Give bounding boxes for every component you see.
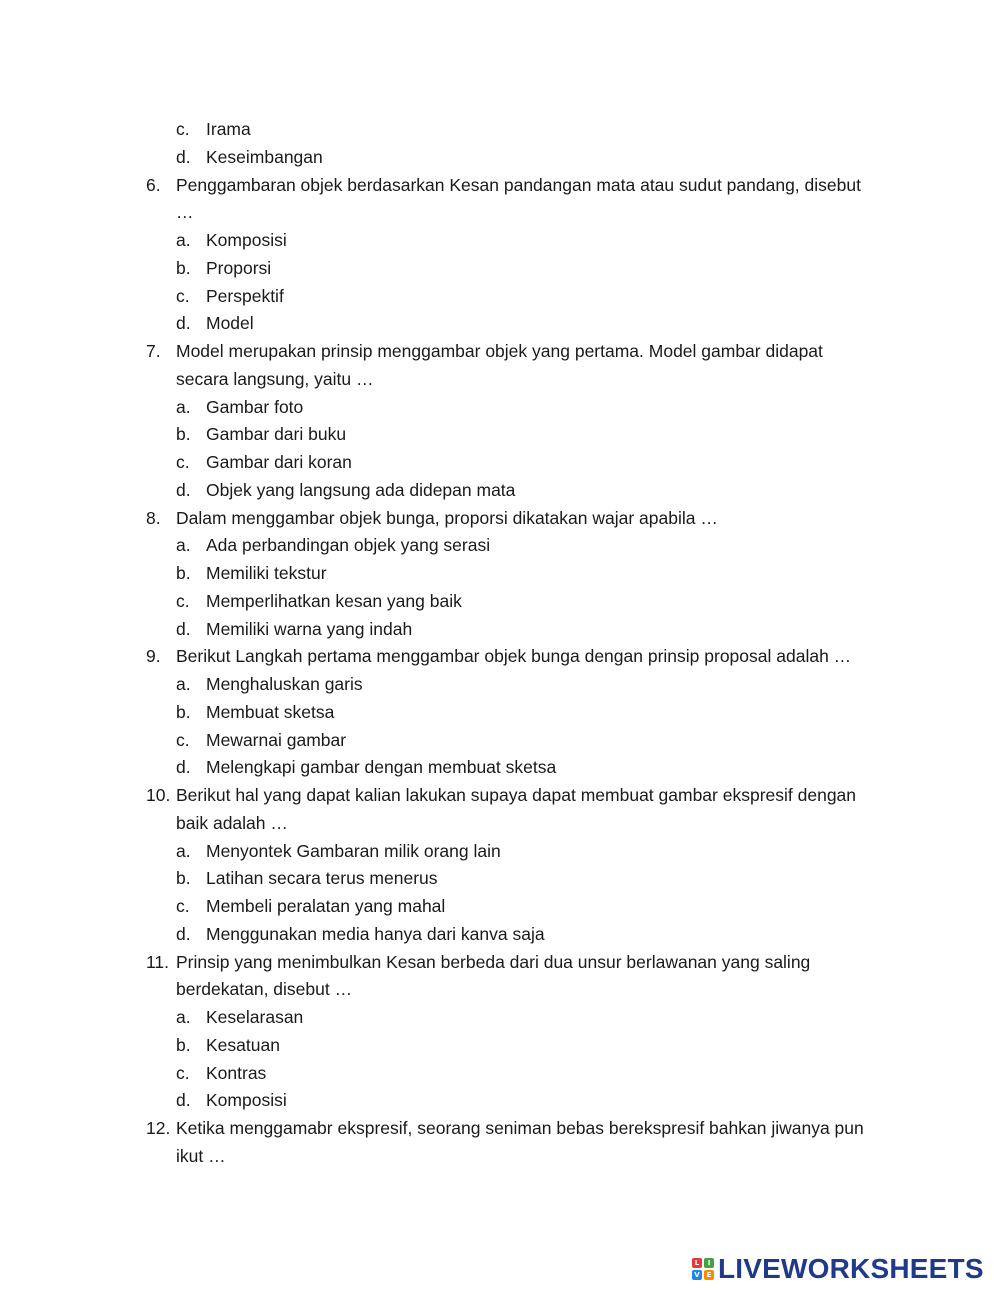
question-text: berdekatan, disebut … (176, 979, 353, 1000)
question-text: Berikut hal yang dapat kalian lakukan supaya dapat membuat gambar ekspresif dengan (176, 785, 857, 805)
option-text: Gambar dari koran (206, 452, 352, 472)
option-letter: a. (176, 840, 191, 861)
option-text: Menghaluskan garis (206, 674, 363, 694)
option-letter: d. (176, 479, 191, 500)
option-letter: a. (176, 396, 191, 417)
question-text: … (176, 202, 194, 223)
option-text: Komposisi (206, 1090, 287, 1111)
option-row (0, 1060, 1000, 1088)
option-text: Mewarnai gambar (206, 729, 347, 750)
logo-letter-tile: I (704, 1258, 714, 1268)
question-number: 7. (146, 341, 161, 361)
question-text: secara langsung, yaitu … (176, 368, 374, 389)
option-letter: b. (176, 868, 191, 889)
option-text: Membuat sketsa (206, 701, 335, 722)
option-letter: c. (176, 119, 190, 139)
option-text: Irama (206, 119, 251, 139)
option-letter: d. (176, 923, 191, 944)
option-row (0, 421, 1000, 449)
option-row (0, 1087, 1000, 1115)
option-letter: a. (176, 535, 191, 556)
question-text: ikut … (176, 1145, 226, 1166)
option-letter: c. (176, 452, 190, 472)
question-number: 11. (146, 951, 170, 972)
option-row (0, 560, 1000, 588)
option-row (0, 1004, 1000, 1032)
option-row (0, 255, 1000, 283)
liveworksheets-logo (692, 1255, 984, 1283)
question-row (0, 199, 1000, 227)
question-row (0, 172, 1000, 200)
option-letter: a. (176, 1007, 191, 1027)
option-row (0, 671, 1000, 699)
option-text: Kontras (206, 1062, 267, 1083)
option-letter: c. (176, 896, 190, 916)
question-row (0, 949, 1000, 977)
question-number: 12. (146, 1118, 171, 1138)
option-text: Keseimbangan (206, 146, 323, 167)
option-letter: d. (176, 313, 191, 334)
question-number: 8. (146, 507, 161, 528)
question-row (0, 505, 1000, 533)
logo-letter-tile: E (704, 1270, 714, 1280)
option-row (0, 588, 1000, 616)
option-row (0, 532, 1000, 560)
option-row (0, 449, 1000, 477)
option-letter: d. (176, 146, 191, 167)
option-row (0, 394, 1000, 422)
option-text: Keselarasan (206, 1007, 304, 1027)
option-text: Objek yang langsung ada didepan mata (206, 479, 516, 500)
question-number: 9. (146, 646, 161, 667)
option-letter: a. (176, 674, 191, 694)
question-text: Prinsip yang menimbulkan Kesan berbeda dari dua unsur berlawanan yang saling (176, 951, 811, 972)
question-text: baik adalah … (176, 812, 288, 833)
question-number: 6. (146, 174, 161, 195)
question-row (0, 338, 1000, 366)
option-row (0, 227, 1000, 255)
question-row (0, 782, 1000, 810)
option-letter: c. (176, 285, 190, 306)
question-text: Ketika menggamabr ekspresif, seorang seniman bebas berekspresif bahkan jiwanya pun (176, 1118, 864, 1138)
option-text: Menggunakan media hanya dari kanva saja (206, 923, 545, 944)
option-row (0, 893, 1000, 921)
question-number: 10. (146, 785, 171, 805)
question-text: Model merupakan prinsip menggambar objek yang pertama. Model gambar didapat (176, 341, 823, 361)
option-row (0, 116, 1000, 144)
option-row (0, 616, 1000, 644)
question-row (0, 1115, 1000, 1143)
option-letter: d. (176, 618, 191, 639)
option-letter: d. (176, 1090, 191, 1111)
question-row (0, 366, 1000, 394)
liveworksheets-wordmark: LIVEWORKSHEETS (718, 1253, 984, 1284)
question-text: Berikut Langkah pertama menggambar objek bunga dengan prinsip proposal adalah … (176, 646, 852, 667)
option-letter: b. (176, 563, 191, 583)
option-text: Melengkapi gambar dengan membuat sketsa (206, 757, 557, 778)
option-letter: b. (176, 701, 191, 722)
option-letter: c. (176, 590, 190, 611)
option-text: Memperlihatkan kesan yang baik (206, 590, 462, 611)
option-text: Menyontek Gambaran milik orang lain (206, 840, 501, 861)
option-text: Proporsi (206, 257, 272, 278)
option-row (0, 699, 1000, 727)
question-text: Penggambaran objek berdasarkan Kesan pandangan mata atau sudut pandang, disebut (176, 174, 861, 195)
option-text: Ada perbandingan objek yang serasi (206, 535, 491, 556)
option-letter: a. (176, 230, 191, 250)
option-row (0, 865, 1000, 893)
option-text: Memiliki tekstur (206, 563, 327, 583)
option-row (0, 283, 1000, 311)
question-row (0, 1143, 1000, 1171)
option-letter: b. (176, 424, 191, 445)
option-row (0, 921, 1000, 949)
question-text: Dalam menggambar objek bunga, proporsi dikatakan wajar apabila … (176, 507, 718, 528)
option-text: Model (206, 313, 254, 334)
option-letter: c. (176, 729, 190, 750)
option-row (0, 144, 1000, 172)
option-text: Komposisi (206, 230, 287, 250)
logo-letter-tile: V (692, 1270, 702, 1280)
option-text: Perspektif (206, 285, 284, 306)
option-row (0, 754, 1000, 782)
option-row (0, 477, 1000, 505)
logo-letter-tile: L (692, 1258, 702, 1268)
option-text: Gambar foto (206, 396, 304, 417)
option-row (0, 727, 1000, 755)
question-row (0, 643, 1000, 671)
option-text: Kesatuan (206, 1034, 280, 1055)
option-text: Gambar dari buku (206, 424, 347, 445)
option-letter: b. (176, 257, 191, 278)
option-row (0, 838, 1000, 866)
option-text: Membeli peralatan yang mahal (206, 896, 446, 916)
option-letter: b. (176, 1034, 191, 1055)
question-row (0, 810, 1000, 838)
option-text: Memiliki warna yang indah (206, 618, 413, 639)
liveworksheets-icon (692, 1258, 714, 1280)
worksheet-page (0, 116, 1000, 1171)
option-text: Latihan secara terus menerus (206, 868, 438, 889)
option-row (0, 310, 1000, 338)
question-row (0, 976, 1000, 1004)
option-row (0, 1032, 1000, 1060)
option-letter: d. (176, 757, 191, 778)
option-letter: c. (176, 1062, 190, 1083)
